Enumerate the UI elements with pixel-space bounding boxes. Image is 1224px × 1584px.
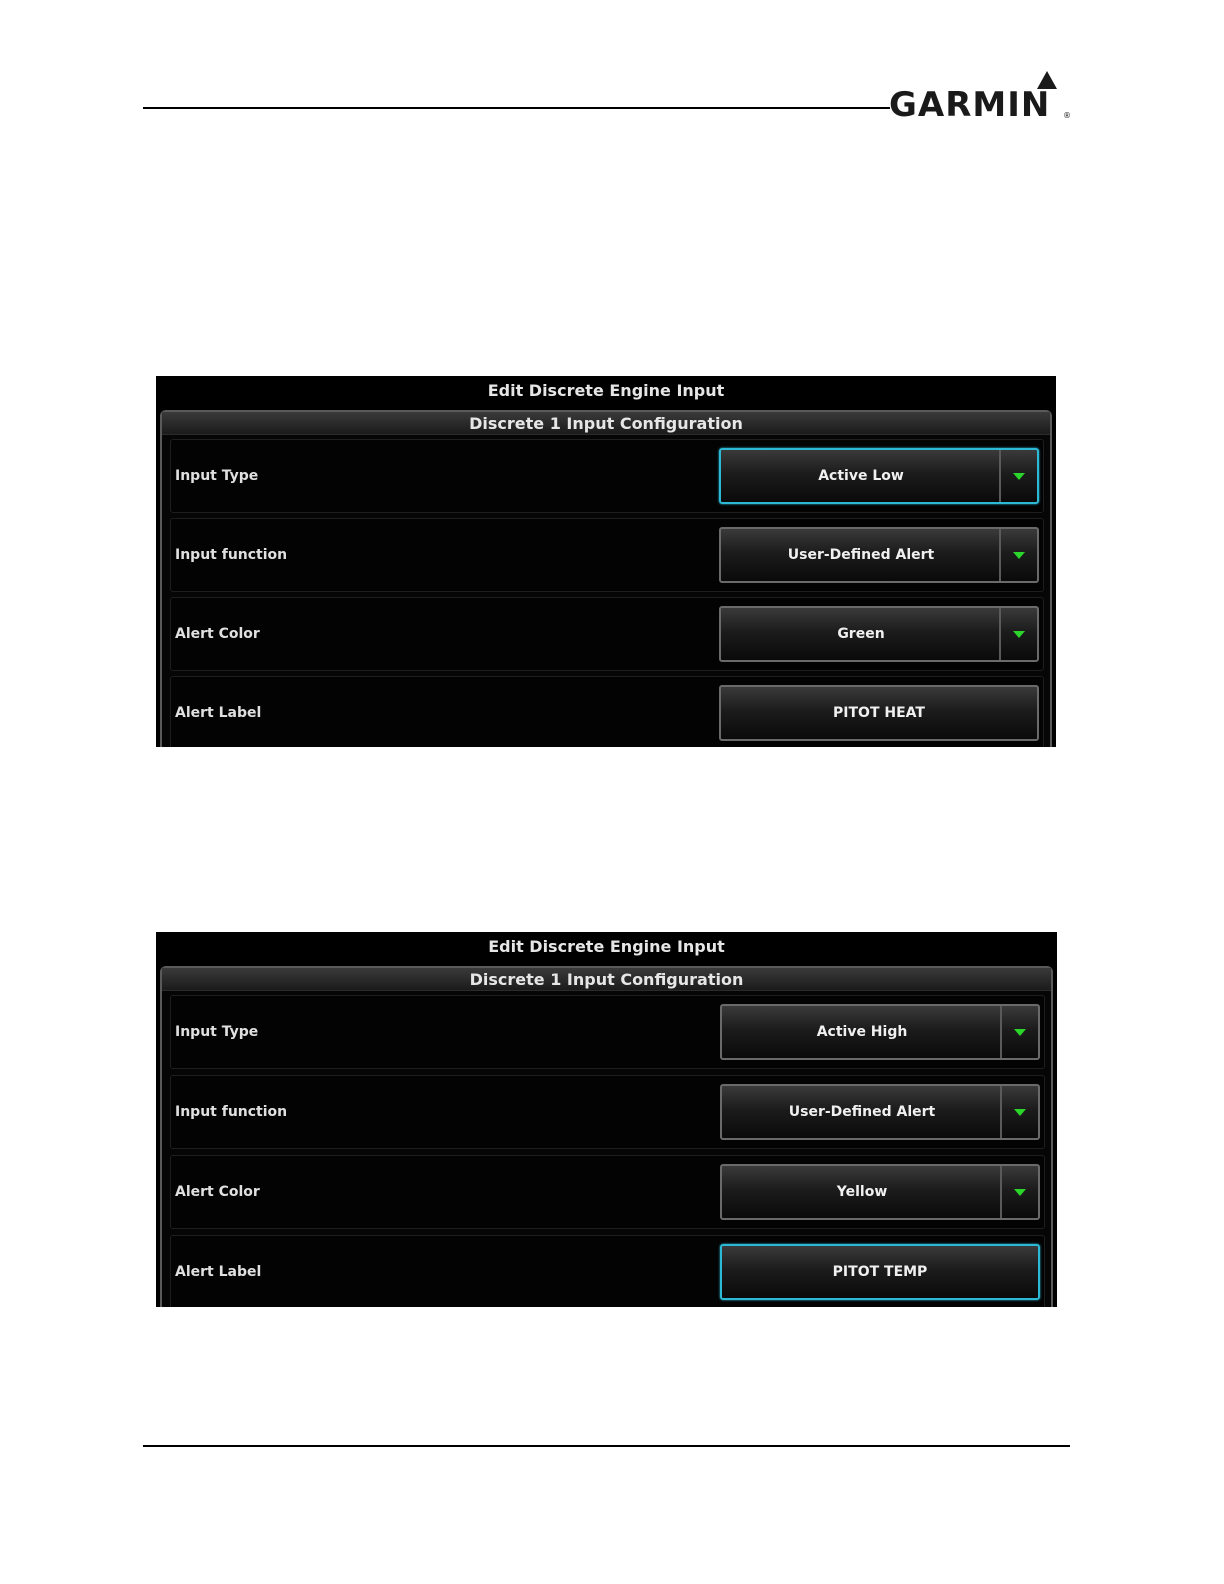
input-function-value: User-Defined Alert [788, 1104, 936, 1120]
row-alert-label [170, 1235, 1045, 1307]
input-type-label: Input Type [175, 1024, 259, 1040]
alert-label-label: Alert Label [175, 1264, 262, 1280]
chevron-down-icon [1014, 1109, 1026, 1116]
chevron-down-icon [1013, 473, 1025, 480]
dropdown-toggle[interactable] [999, 529, 1037, 581]
chevron-down-icon [1014, 1029, 1026, 1036]
row-input-type [170, 439, 1044, 513]
row-alert-label [170, 676, 1044, 747]
row-input-function [170, 1075, 1045, 1149]
dropdown-toggle[interactable] [999, 608, 1037, 660]
input-function-dropdown[interactable] [719, 527, 1039, 583]
row-alert-color [170, 597, 1044, 671]
config-panel [160, 410, 1052, 747]
alert-label-button[interactable] [719, 685, 1039, 741]
input-type-dropdown[interactable] [720, 1004, 1040, 1060]
registered-mark: ® [1063, 111, 1071, 120]
row-alert-color [170, 1155, 1045, 1229]
dropdown-toggle[interactable] [1000, 1166, 1038, 1218]
row-input-type [170, 995, 1045, 1069]
panel-title: Discrete 1 Input Configuration [162, 968, 1051, 991]
input-type-value: Active High [816, 1024, 908, 1040]
row-input-function [170, 518, 1044, 592]
garmin-logo [889, 70, 1071, 125]
page-title: Edit Discrete Engine Input [487, 380, 725, 400]
chevron-down-icon [1013, 552, 1025, 559]
alert-color-value: Green [837, 626, 885, 642]
panel-title: Discrete 1 Input Configuration [162, 412, 1050, 435]
alert-label-button[interactable] [720, 1244, 1040, 1300]
page-title: Edit Discrete Engine Input [488, 936, 725, 956]
alert-color-dropdown[interactable] [719, 606, 1039, 662]
alert-color-label: Alert Color [175, 1184, 260, 1200]
input-type-label: Input Type [175, 468, 259, 484]
footer-rule [143, 1445, 1070, 1447]
config-panel [160, 966, 1053, 1307]
alert-label-value: PITOT HEAT [833, 705, 925, 721]
alert-color-dropdown[interactable] [720, 1164, 1040, 1220]
screenshot-2 [156, 932, 1057, 1307]
chevron-down-icon [1014, 1189, 1026, 1196]
alert-label-value: PITOT TEMP [832, 1264, 928, 1280]
input-function-dropdown[interactable] [720, 1084, 1040, 1140]
logo-text: GARMIN [889, 85, 1051, 125]
dropdown-toggle[interactable] [1000, 1086, 1038, 1138]
alert-color-value: Yellow [836, 1184, 888, 1200]
dropdown-toggle[interactable] [999, 450, 1037, 502]
alert-color-label: Alert Color [175, 626, 260, 642]
input-function-label: Input function [175, 547, 288, 563]
chevron-down-icon [1013, 631, 1025, 638]
dropdown-toggle[interactable] [1000, 1006, 1038, 1058]
input-function-label: Input function [175, 1104, 288, 1120]
header-rule [143, 107, 890, 109]
screenshot-1 [156, 376, 1056, 747]
input-function-value: User-Defined Alert [787, 547, 935, 563]
alert-label-label: Alert Label [175, 705, 262, 721]
input-type-value: Active Low [818, 468, 904, 484]
input-type-dropdown[interactable] [719, 448, 1039, 504]
